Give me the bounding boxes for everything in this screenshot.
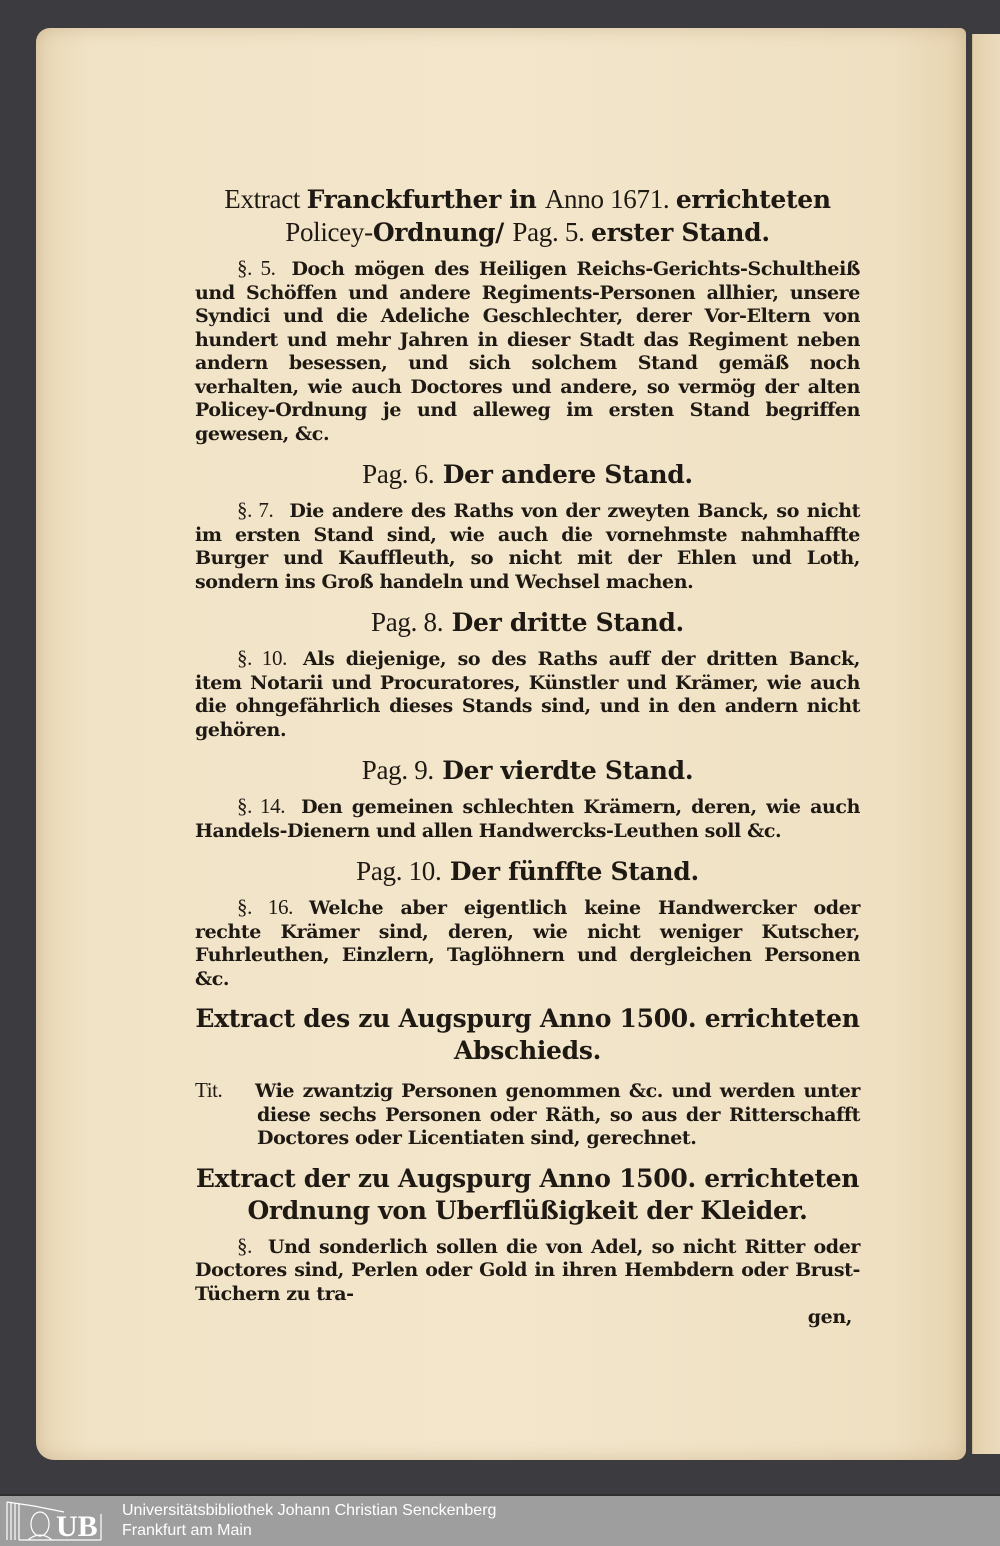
paragraph-text: Den gemeinen schlechten Krämern, deren, wie auch Handels-Dienern und allen Handwercks-Leuthen soll &c. (195, 796, 860, 842)
paragraph (195, 795, 860, 843)
section-heading (195, 606, 860, 639)
paragraph (195, 647, 860, 742)
heading-text: Der fünffte Stand. (449, 857, 699, 886)
section-heading (195, 183, 860, 249)
heading-text: Extract (224, 184, 307, 214)
paragraph (195, 499, 860, 594)
ub-logo[interactable] (4, 1500, 114, 1542)
section-number: §. 10. (237, 646, 287, 670)
heading-text: Pag. 5. (512, 217, 591, 247)
page-text (195, 183, 860, 1330)
heading-text: Der vierdte Stand. (442, 756, 694, 785)
heading-text: Ordnung/ (372, 218, 513, 247)
page-ref: Pag. 6. (362, 459, 435, 489)
heading-text: Anno 1671. (544, 184, 676, 214)
heading-text: Extract des zu Augspurg Anno 1500. errichteten (195, 1004, 860, 1033)
section-heading (195, 855, 860, 888)
section-number: §. 14. (237, 794, 286, 818)
institution-line-1: Universitätsbibliothek Johann Christian Senckenberg (122, 1502, 497, 1519)
paragraph-text: Und sonderlich sollen die von Adel, so nicht Ritter oder Doctores sind, Perlen oder Gold in ihren Hembdern oder Brust-Tüchern zu tra- (195, 1235, 860, 1305)
paragraph (195, 896, 860, 991)
paragraph-text: Die andere des Raths von der zweyten Banck, so nicht im ersten Stand sind, wie auch die vornehmste nahmhaffte Burger und Kauffleuth, so nicht mit der Ehlen und Loth, sondern ins Groß handeln und Wechsel machen. (195, 500, 860, 593)
section-heading (195, 1163, 860, 1227)
facing-page-edge (972, 34, 1000, 1454)
institution-line-2: Frankfurt am Main (122, 1522, 252, 1539)
section-number: §. 5. (237, 256, 276, 280)
library-footer (0, 1494, 1000, 1546)
heading-text: errichteten (675, 185, 831, 214)
section-heading (195, 1003, 860, 1067)
page-ref: Pag. 8. (371, 607, 444, 637)
senckenberg-portrait-icon (4, 1500, 114, 1542)
paragraph-text: Als diejenige, so des Raths auff der dritten Banck, item Notarii und Procuratores, Künstler und Krämer, wie auch die ohngefährlich dieses Stands sind, und in den andern nicht gehören. (195, 648, 860, 741)
heading-text: Ordnung von Uberflüßigkeit der Kleider. (247, 1195, 808, 1225)
paragraph (195, 1079, 860, 1151)
institution-name[interactable] (122, 1501, 496, 1541)
section-number: §. 16. (237, 895, 293, 919)
section-heading (195, 754, 860, 787)
paragraph-text: Doch mögen des Heiligen Reichs-Gerichts-Schultheiß und Schöffen und andere Regiments-Personen allhier, unsere Syndici und die Adeliche Geschlechter, derer Vor-Eltern von hundert und mehr Jahren in dieser Stadt das Regiment neben andern besessen, und sich solchem Stand gemäß noch verhalten, wie auch Doctores und andere, so vermög der alten Policey-Ordnung je und alleweg im ersten Stand begriffen gewesen, &c. (195, 258, 860, 445)
heading-text: Franckfurther in (306, 185, 545, 214)
paragraph-text: Wie zwantzig Personen genommen &c. und werden unter diese sechs Personen oder Räth, so aus der Ritterschafft Doctores oder Licentiaten sind, gerechnet. (255, 1080, 860, 1149)
section-number: §. (237, 1233, 252, 1258)
title-label: Tit. (195, 1078, 223, 1102)
heading-text: erster Stand. (591, 218, 770, 247)
paragraph (195, 257, 860, 446)
heading-text: Der dritte Stand. (451, 608, 684, 637)
section-heading (195, 458, 860, 491)
heading-text: Abschieds. (453, 1036, 601, 1065)
heading-text: Der andere Stand. (442, 460, 693, 489)
heading-text: Extract der zu Augspurg Anno 1500. errichteten (195, 1163, 860, 1193)
paragraph (195, 1235, 860, 1307)
catchword: gen, (807, 1306, 852, 1328)
logo-letters: UB (56, 1510, 98, 1542)
page-ref: Pag. 10. (356, 856, 442, 886)
section-number: §. 7. (237, 498, 274, 522)
paragraph-text: Welche aber eigentlich keine Handwercker oder rechte Krämer sind, deren, wie nicht weniger Kutscher, Fuhrleuthen, Einzlern, Taglöhnern und dergleichen Personen &c. (195, 897, 860, 990)
heading-text: Policey- (285, 217, 373, 247)
page-ref: Pag. 9. (361, 755, 434, 785)
